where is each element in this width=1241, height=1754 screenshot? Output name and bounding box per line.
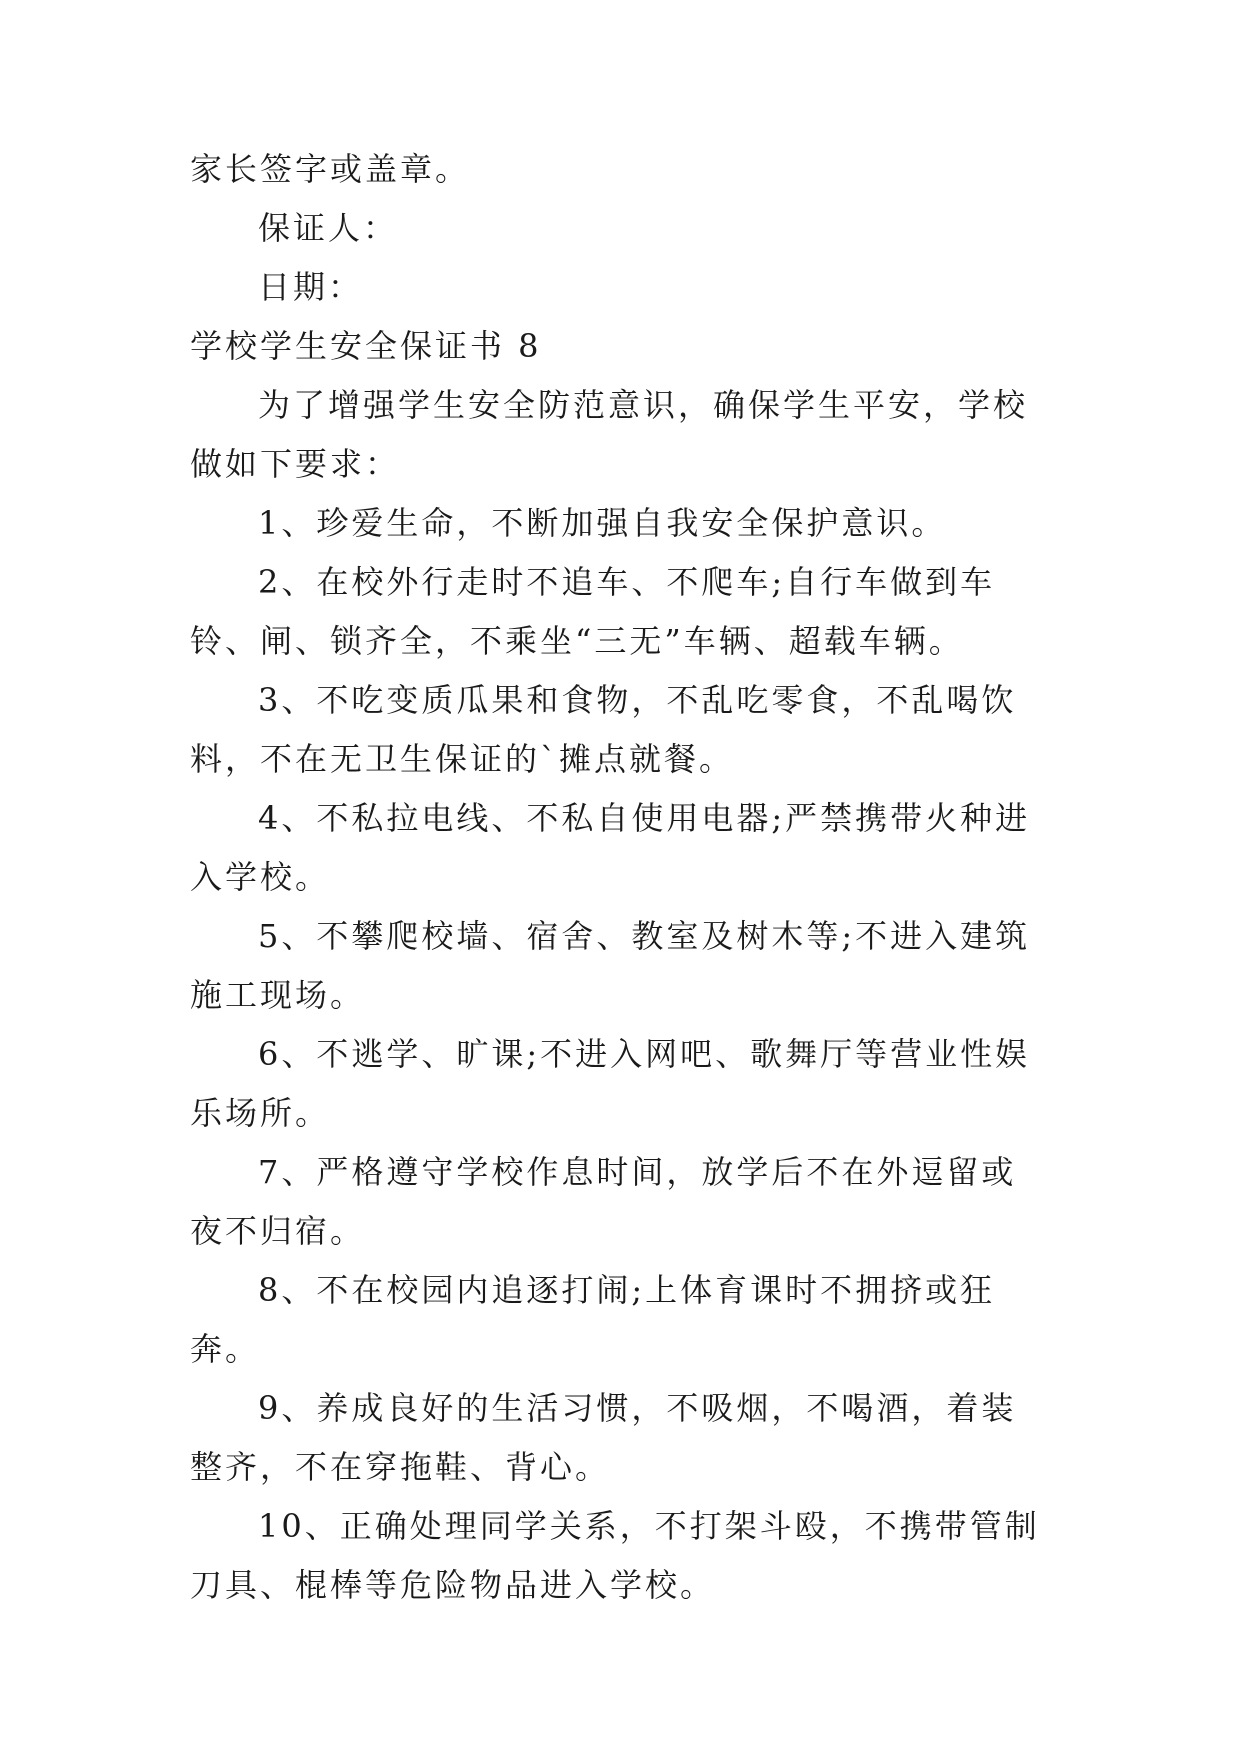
- list-item: 4、不私拉电线、不私自使用电器;严禁携带火种进入学校。: [190, 799, 1031, 896]
- list-item: 7、严格遵守学校作息时间，放学后不在外逗留或夜不归宿。: [190, 1153, 1017, 1250]
- intro-paragraph: 为了增强学生安全防范意识，确保学生平安，学校做如下要求：: [190, 386, 1029, 483]
- list-item: 1、珍爱生命，不断加强自我安全保护意识。: [258, 504, 947, 542]
- list-item: 5、不攀爬校墙、宿舍、教室及树木等;不进入建筑施工现场。: [190, 917, 1031, 1014]
- date-label: 日期：: [258, 268, 364, 306]
- list-item: 8、不在校园内追逐打闹;上体育课时不拥挤或狂奔。: [190, 1271, 996, 1368]
- list-item: 10、正确处理同学关系，不打架斗殴，不携带管制刀具、棍棒等危险物品进入学校。: [190, 1507, 1040, 1604]
- list-item: 6、不逃学、旷课;不进入网吧、歌舞厅等营业性娱乐场所。: [190, 1035, 1031, 1132]
- carry-over-line: 家长签字或盖章。: [190, 150, 471, 188]
- list-item: 3、不吃变质瓜果和食物，不乱吃零食，不乱喝饮料，不在无卫生保证的`摊点就餐。: [190, 681, 1017, 778]
- list-item: 9、养成良好的生活习惯，不吸烟，不喝酒，着装整齐，不在穿拖鞋、背心。: [190, 1389, 1017, 1486]
- list-item: 2、在校外行走时不追车、不爬车;自行车做到车铃、闸、锁齐全，不乘坐“三无”车辆、超载车辆。: [190, 563, 996, 660]
- document-body: [190, 140, 1050, 1615]
- guarantor-label: 保证人：: [258, 209, 399, 247]
- section-title: 学校学生安全保证书 8: [190, 327, 542, 365]
